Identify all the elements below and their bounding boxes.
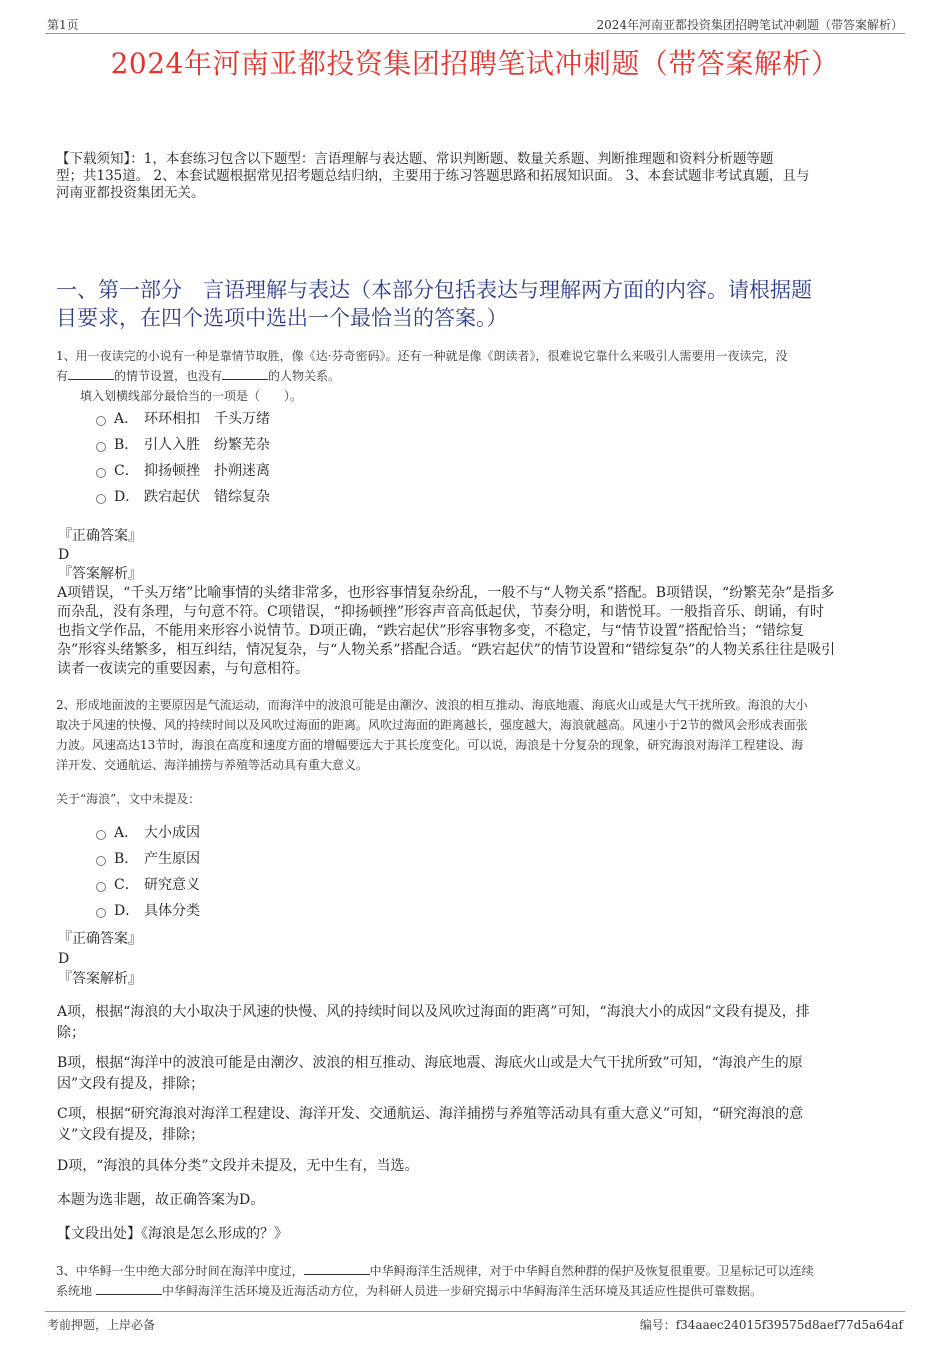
q2-source: 【文段出处】《海浪是怎么形成的？》 [57,1226,288,1242]
option-text: 产生原因 [144,851,200,867]
q1-option-c[interactable] [96,461,270,481]
footer-rule [45,1311,905,1312]
q2-analysis-b [57,1053,917,1095]
radio-icon[interactable] [96,442,106,452]
q1-line [56,366,916,386]
section-heading [56,276,916,332]
analysis-line: 读者一夜读完的重要因素，与句意相符。 [57,661,309,677]
analysis-line: A项错误，“千头万绪”比喻事情的头绪非常多，也形容事情复杂纷乱，一般不与“人物关系”搭配。B项错误，“纷繁芜杂”是指多 [57,585,835,601]
analysis-line: 而杂乱，没有条理，与句意不符。C项错误，“抑扬顿挫”形容声音高低起伏，节奏分明，和谐悦耳。一般指音乐、朗诵，有时 [57,604,825,620]
notice-line: 型；共135道。 2、本套试题根据常见招考题总结归纳，主要用于练习答题思路和拓展知识面。 3、本套试题非考试真题，且与 [56,168,810,184]
fill-blank [222,367,268,380]
q3-line-part: 中华鲟海洋生活规律，对于中华鲟自然种群的保护及恢复很重要。卫星标记可以连续 [369,1264,814,1278]
page-title: 2024年河南亚都投资集团招聘笔试冲刺题（带答案解析） [110,47,840,80]
option-text: 跌宕起伏 错综复杂 [144,489,270,505]
fill-blank [304,1262,370,1275]
header-rule [45,33,905,34]
analysis-line: A项，根据“海浪的大小取决于风速的快慢、风的持续时间以及风吹过海面的距离”可知，“海浪大小的成因”文段有提及，排 [57,1004,810,1020]
radio-icon[interactable] [96,882,106,892]
analysis-line: 义”文段有提及，排除； [57,1127,205,1143]
q3-line-part: 系统地 [56,1284,93,1298]
q3-line-part: 中华鲟海洋生活环境及近海活动方位，为科研人员进一步研究揭示中华鲟海洋生活环境及其适应性提供可靠数据。 [162,1284,763,1298]
answer-title: 『正确答案』 [58,528,142,544]
answer-value: D [58,547,70,563]
option-label: A． [114,411,139,427]
q2-option-c[interactable] [96,875,200,895]
analysis-line: C项，根据“研究海浪对海洋工程建设、海洋开发、交通航运、海洋捕捞与养殖等活动具有重大意义”可知，“研究海浪的意 [57,1106,804,1122]
answer-title: 『正确答案』 [58,931,142,947]
option-label: C． [114,463,139,479]
option-label: D． [114,489,140,505]
q1-line-part: 有 [56,369,69,383]
fill-blank [68,367,114,380]
radio-icon[interactable] [96,830,106,840]
running-title: 2024年河南亚都投资集团招聘笔试冲刺题（带答案解析） [596,18,903,32]
analysis-line: 也指文学作品，不能用来形容小说情节。D项正确，“跌宕起伏”形容事物多变，不稳定，与“情节设置”搭配恰当；“错综复 [57,623,805,639]
section-heading-line: 一、第一部分 言语理解与表达（本部分包括表达与理解两方面的内容。请根据题 [56,278,812,302]
q3-line-part: 3、中华鲟一生中绝大部分时间在海洋中度过， [56,1264,304,1278]
question-3-stem [56,1261,916,1301]
q2-prompt: 关于“海浪”，文中未提及： [56,792,201,806]
notice-line: 【下载须知】：1，本套练习包含以下题型：言语理解与表达题、常识判断题、数量关系题、判断推理题和资料分析题等题 [56,151,774,167]
fill-blank [96,1282,162,1295]
option-text: 抑扬顿挫 扑朔迷离 [144,463,270,479]
option-label: D． [114,903,140,919]
q2-analysis-d: D项，“海浪的具体分类”文段并未提及，无中生有，当选。 [57,1158,419,1174]
option-text: 大小成因 [144,825,200,841]
q3-line [56,1281,916,1301]
q1-answer-block [58,527,142,584]
analysis-line: 因”文段有提及，排除； [57,1076,205,1092]
q2-option-d[interactable] [96,901,200,921]
q1-option-a[interactable] [96,409,270,429]
answer-value: D [58,951,70,967]
q2-analysis-c [57,1104,917,1146]
option-text: 环环相扣 千头万绪 [144,411,270,427]
q1-line-part: 的人物关系。 [268,369,341,383]
option-text: 引人入胜 纷繁芜杂 [144,437,270,453]
page-number: 第1页 [47,18,79,32]
q2-line: 2、形成地面波的主要原因是气流运动，而海洋中的波浪可能是由潮汐、波浪的相互推动、海底地震、海底火山或是大气干扰所致。海浪的大小 [56,698,808,712]
q1-option-b[interactable] [96,435,270,455]
question-1-stem [56,346,916,386]
download-notice [56,151,906,202]
question-2-passage [56,695,916,775]
analysis-line: 杂”形容头绪繁多，相互纠结，情况复杂，与“人物关系”搭配合适。“跌宕起伏”的情节设置和“错综复杂”的人物关系往往是吸引 [57,642,836,658]
q1-line: 1、用一夜读完的小说有一种是靠情节取胜，像《达·芬奇密码》。还有一种就是像《朗读者》，很难说它靠什么来吸引人需要用一夜读完，没 [56,349,788,363]
analysis-title: 『答案解析』 [58,566,142,582]
q2-conclusion: 本题为选非题，故正确答案为D。 [57,1192,265,1208]
radio-icon[interactable] [96,908,106,918]
q2-option-b[interactable] [96,849,200,869]
q1-analysis [57,584,917,679]
option-text: 具体分类 [144,903,200,919]
radio-icon[interactable] [96,416,106,426]
q3-line [56,1261,916,1281]
q2-answer-block [58,929,142,989]
q2-analysis-a [57,1002,917,1044]
radio-icon[interactable] [96,856,106,866]
analysis-line: B项，根据“海洋中的波浪可能是由潮汐、波浪的相互推动、海底地震、海底火山或是大气干扰所致”可知，“海浪产生的原 [57,1055,803,1071]
footer-slogan: 考前押题，上岸必备 [47,1318,156,1332]
document-id: 编号：f34aaec24015f39575d8aef77d5a64af [639,1318,903,1332]
q2-line: 洋开发、交通航运、海洋捕捞与养殖等活动具有重大意义。 [56,758,369,772]
analysis-title: 『答案解析』 [58,971,142,987]
q2-option-a[interactable] [96,823,200,843]
q1-line-part: 的情节设置，也没有 [114,369,223,383]
option-label: B． [114,851,139,867]
q2-line: 力波。风速高达13节时，海浪在高度和速度方面的增幅要远大于其长度变化。可以说，海浪是十分复杂的现象，研究海浪对海洋工程建设、海 [56,738,804,752]
radio-icon[interactable] [96,468,106,478]
q1-prompt: 填入划横线部分最恰当的一项是（ ）。 [80,389,303,403]
option-label: B． [114,437,139,453]
q1-option-d[interactable] [96,487,270,507]
q2-line: 取决于风速的快慢、风的持续时间以及风吹过海面的距离。风吹过海面的距离越长，强度越大，海浪就越高。风速小于2节的微风会形成表面张 [56,718,808,732]
section-heading-line: 目要求，在四个选项中选出一个最恰当的答案。） [56,306,508,330]
notice-line: 河南亚都投资集团无关。 [56,185,205,201]
analysis-line: 除； [57,1025,85,1041]
radio-icon[interactable] [96,494,106,504]
option-text: 研究意义 [144,877,200,893]
option-label: C． [114,877,139,893]
option-label: A． [114,825,139,841]
